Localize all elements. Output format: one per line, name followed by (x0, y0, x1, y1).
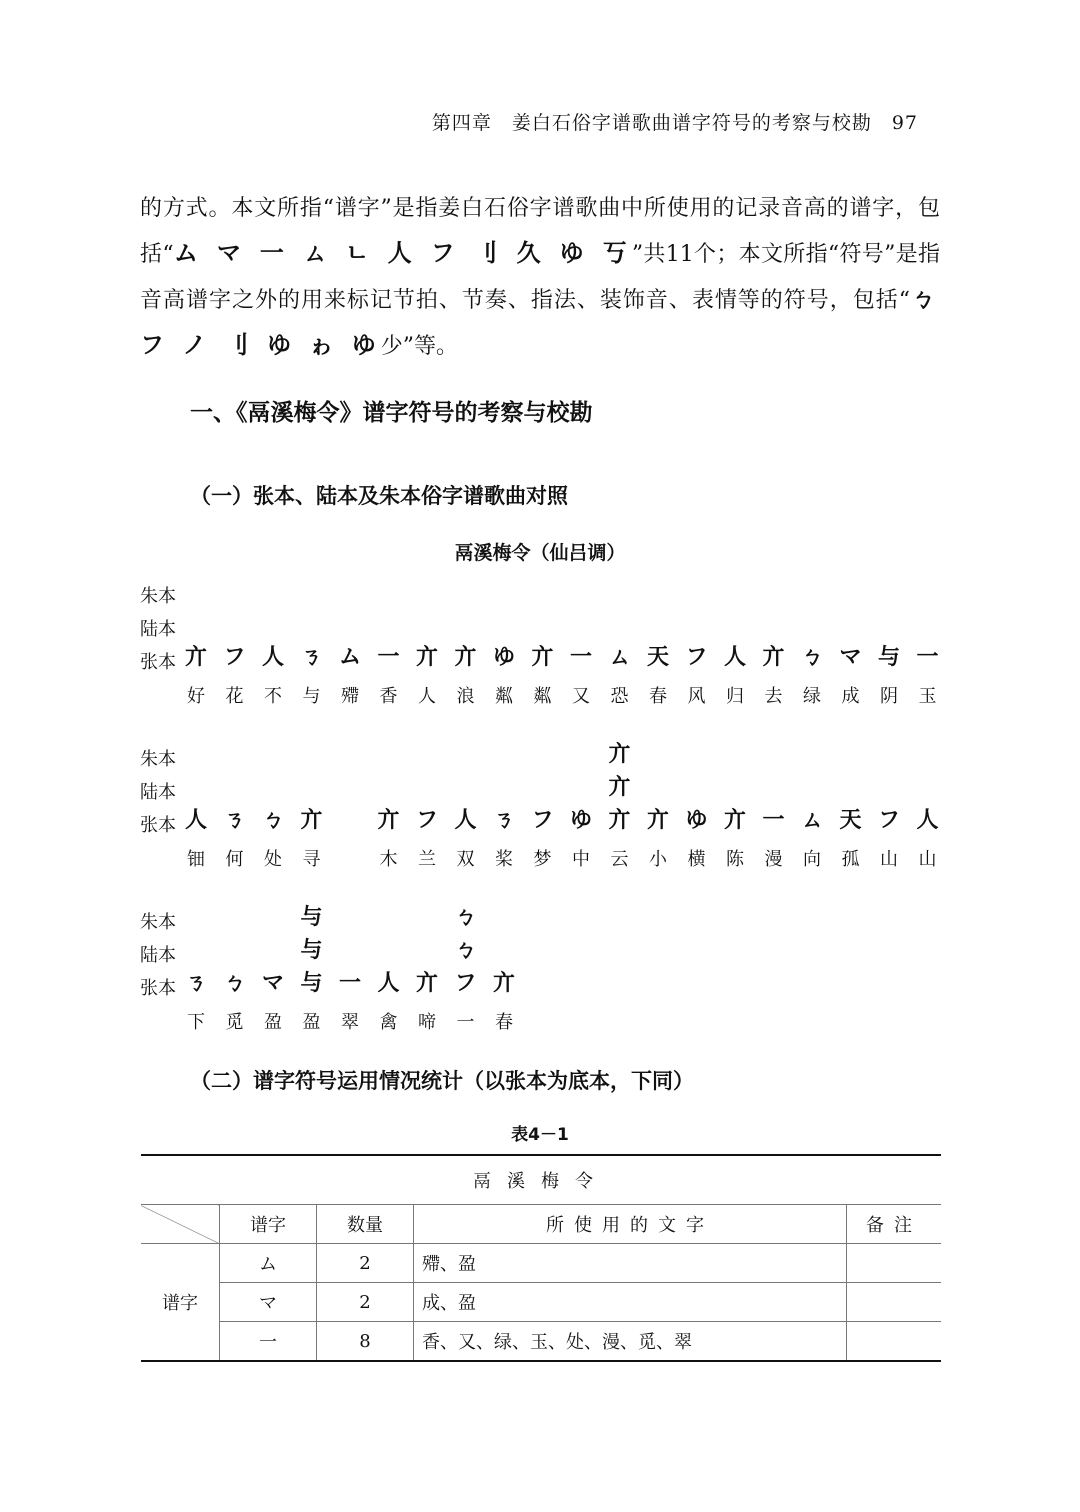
label-zhu: 朱本 (140, 749, 176, 770)
table-caption: 鬲溪梅令 (141, 1155, 941, 1205)
notation-zhang: 一 (569, 645, 592, 670)
lyric-char: 粼 (533, 686, 552, 707)
label-lu: 陆本 (140, 945, 176, 966)
notation-zhang: フ (454, 971, 477, 996)
notation-zhang: 亣 (492, 971, 515, 996)
lyric-char: 翠 (341, 1012, 359, 1033)
lyric-char: 阴 (880, 686, 898, 707)
notation-zhang: 亣 (300, 808, 323, 833)
label-lu: 陆本 (140, 619, 176, 640)
header-words: 所使用的文字 (414, 1205, 847, 1244)
lyric-char: 兰 (418, 849, 436, 870)
table-row (141, 1322, 941, 1362)
notation-zhang: ㄙ (608, 645, 631, 670)
notation-zhang: ㄋ (300, 645, 323, 670)
notation-zhang: 人 (184, 808, 207, 833)
lyric-char: 处 (264, 849, 282, 870)
notation-lu: 与 (300, 938, 323, 963)
notation-zhang: 与 (300, 971, 323, 996)
notation-zhang: 天 (839, 808, 862, 833)
pitch-glyph-list: ム マ 一 ㄙ ㄴ 人 フ 刂 久 ゆ 丂 (173, 239, 632, 267)
notation-zhang: マ (839, 645, 862, 670)
row-glyph: ム (220, 1244, 317, 1283)
lyric-char: 浪 (456, 686, 475, 707)
header-count: 数量 (317, 1205, 414, 1244)
lyric-char: 归 (726, 686, 744, 707)
lyric-char: 风 (687, 686, 706, 707)
lyric-char: 钿 (187, 849, 205, 870)
lyric-char: 玉 (918, 686, 937, 707)
notation-zhang: 人 (261, 645, 284, 670)
lyric-char: 盈 (302, 1012, 321, 1033)
lyric-char: 漫 (764, 849, 783, 870)
notation-zhang: 人 (454, 808, 477, 833)
notation-zhang: 亣 (415, 645, 438, 670)
lyric-char: 向 (803, 849, 821, 870)
notation-zhang: ㄋ (492, 808, 515, 833)
header-glyph: 谱字 (220, 1205, 317, 1244)
lyric-char: 好 (187, 686, 205, 707)
running-head: 第四章 姜白石俗字谱歌曲谱字符号的考察与校勘 97 (431, 112, 918, 134)
notation-zhang: ㄅ (261, 808, 284, 833)
notation-zhang: ゆ (569, 808, 592, 833)
notation-zhang: 人 (916, 808, 939, 833)
lyric-char: 春 (495, 1012, 513, 1033)
notation-zhu: ㄅ (454, 905, 477, 930)
notation-zhang: ㄋ (184, 971, 207, 996)
lyric-char: 觅 (225, 1012, 244, 1033)
notation-zhang: 一 (762, 808, 785, 833)
table-title: 表4－1 (511, 1125, 569, 1145)
row-count: 8 (317, 1322, 414, 1362)
lyric-char: 殢 (341, 686, 359, 707)
notation-lu: 亣 (608, 775, 631, 800)
notation-lu: ㄅ (454, 938, 477, 963)
lyric-char: 啼 (418, 1012, 436, 1033)
paragraph-text-2: ”共11个；本文所指“符号”是指音高谱字之外的用来标记节拍、节奏、指法、装饰音、表情等的符号，包括“ (140, 242, 940, 313)
symbol-glyph-list: ㄅ フ ノ 刂 ゆ ゎ ゆ (140, 285, 941, 359)
lyric-char: 梦 (533, 849, 552, 870)
notation-zhang: 一 (338, 971, 361, 996)
lyric-char: 寻 (302, 849, 321, 870)
notation-zhang: ㄅ (223, 971, 246, 996)
notation-zhang: 亣 (646, 808, 669, 833)
lyric-char: 盈 (264, 1012, 282, 1033)
notation-zhang: フ (685, 645, 708, 670)
notation-zhang: 人 (377, 971, 400, 996)
lyric-char: 粼 (495, 686, 513, 707)
notation-zhang: フ (415, 808, 438, 833)
piece-title: 鬲溪梅令（仙吕调） (454, 542, 626, 564)
row-count: 2 (317, 1283, 414, 1322)
table-caption-row (141, 1155, 941, 1205)
notation-zhang: フ (877, 808, 900, 833)
row-words: 殢、盈 (414, 1244, 847, 1283)
diagonal-header-cell (141, 1205, 220, 1244)
subsection-heading-statistics: （二）谱字符号运用情况统计（以张本为底本，下同） (190, 1069, 694, 1093)
notation-zhu: 亣 (608, 742, 631, 767)
paragraph-text-1: 的方式。本文所指“谱字”是指姜白石俗字谱歌曲中所使用的记录音高的谱字，包括“ (140, 196, 940, 267)
lyric-char: 山 (880, 849, 898, 870)
lyric-char: 恐 (610, 686, 629, 707)
notation-zhang: 亣 (377, 808, 400, 833)
lyric-char: 人 (418, 686, 436, 707)
notation-zhang: 亣 (184, 645, 207, 670)
notation-zhang: 人 (723, 645, 746, 670)
lyric-char: 去 (764, 686, 783, 707)
notation-zhang: マ (261, 971, 284, 996)
notation-zhang: 与 (877, 645, 900, 670)
lyric-char: 木 (379, 849, 398, 870)
lyric-char: 山 (918, 849, 937, 870)
lyric-char: 成 (841, 686, 860, 707)
lyric-char: 不 (264, 686, 282, 707)
group-label: 谱字 (141, 1244, 220, 1362)
lyric-char: 陈 (726, 849, 744, 870)
table-header-row (141, 1205, 941, 1244)
lyric-char: 花 (225, 686, 244, 707)
lyric-char: 禽 (379, 1012, 398, 1033)
notation-zhang: 亣 (454, 645, 477, 670)
notation-zhang: 亣 (608, 808, 631, 833)
table-row (141, 1283, 941, 1322)
lyric-char: 何 (225, 849, 244, 870)
lyric-char: 一 (456, 1012, 475, 1033)
label-zhu: 朱本 (140, 912, 176, 933)
header-note: 备注 (847, 1205, 942, 1244)
row-words: 成、盈 (414, 1283, 847, 1322)
notation-zhang: フ (531, 808, 554, 833)
notation-zhang: 一 (377, 645, 400, 670)
notation-zhang: 一 (916, 645, 939, 670)
lyric-char: 中 (572, 849, 590, 870)
intro-paragraph (140, 186, 940, 369)
notation-zhang: 亣 (723, 808, 746, 833)
row-count: 2 (317, 1244, 414, 1283)
section-heading: 一、《鬲溪梅令》谱字符号的考察与校勘 (190, 400, 593, 426)
row-note (847, 1322, 942, 1362)
notation-zhang: フ (223, 645, 246, 670)
lyric-char: 下 (187, 1012, 205, 1033)
lyric-char: 孤 (841, 849, 860, 870)
notation-zhang: 天 (646, 645, 669, 670)
notation-zhu: 与 (300, 905, 323, 930)
lyric-char: 春 (649, 686, 667, 707)
row-note (847, 1244, 942, 1283)
label-lu: 陆本 (140, 782, 176, 803)
lyric-char: 与 (302, 686, 321, 707)
statistics-table (141, 1154, 941, 1362)
lyric-char: 双 (456, 849, 475, 870)
label-zhang: 张本 (140, 652, 176, 673)
notation-zhang: ㄋ (223, 808, 246, 833)
lyric-char: 香 (379, 686, 398, 707)
notation-zhang: 亣 (531, 645, 554, 670)
row-glyph: 一 (220, 1322, 317, 1362)
label-zhu: 朱本 (140, 586, 176, 607)
row-words: 香、又、绿、玉、处、漫、觅、翠 (414, 1322, 847, 1362)
lyric-char: 云 (610, 849, 629, 870)
notation-zhang: ㄙ (800, 808, 823, 833)
subsection-heading-comparison: （一）张本、陆本及朱本俗字谱歌曲对照 (190, 484, 568, 508)
lyric-char: 绿 (803, 686, 821, 707)
lyric-char: 又 (572, 686, 590, 707)
notation-zhang: 亣 (762, 645, 785, 670)
label-zhang: 张本 (140, 978, 176, 999)
paragraph-text-3: 少”等。 (380, 334, 459, 359)
notation-zhang: ㄅ (800, 645, 823, 670)
lyric-char: 小 (649, 849, 667, 870)
row-glyph: マ (220, 1283, 317, 1322)
lyric-char: 横 (687, 849, 706, 870)
notation-zhang: ゆ (685, 808, 708, 833)
notation-zhang: 亣 (415, 971, 438, 996)
lyric-char: 桨 (495, 849, 513, 870)
notation-zhang: ゆ (492, 645, 515, 670)
notation-zhang: ム (338, 645, 361, 670)
label-zhang: 张本 (140, 815, 176, 836)
row-note (847, 1283, 942, 1322)
table-row (141, 1244, 941, 1283)
